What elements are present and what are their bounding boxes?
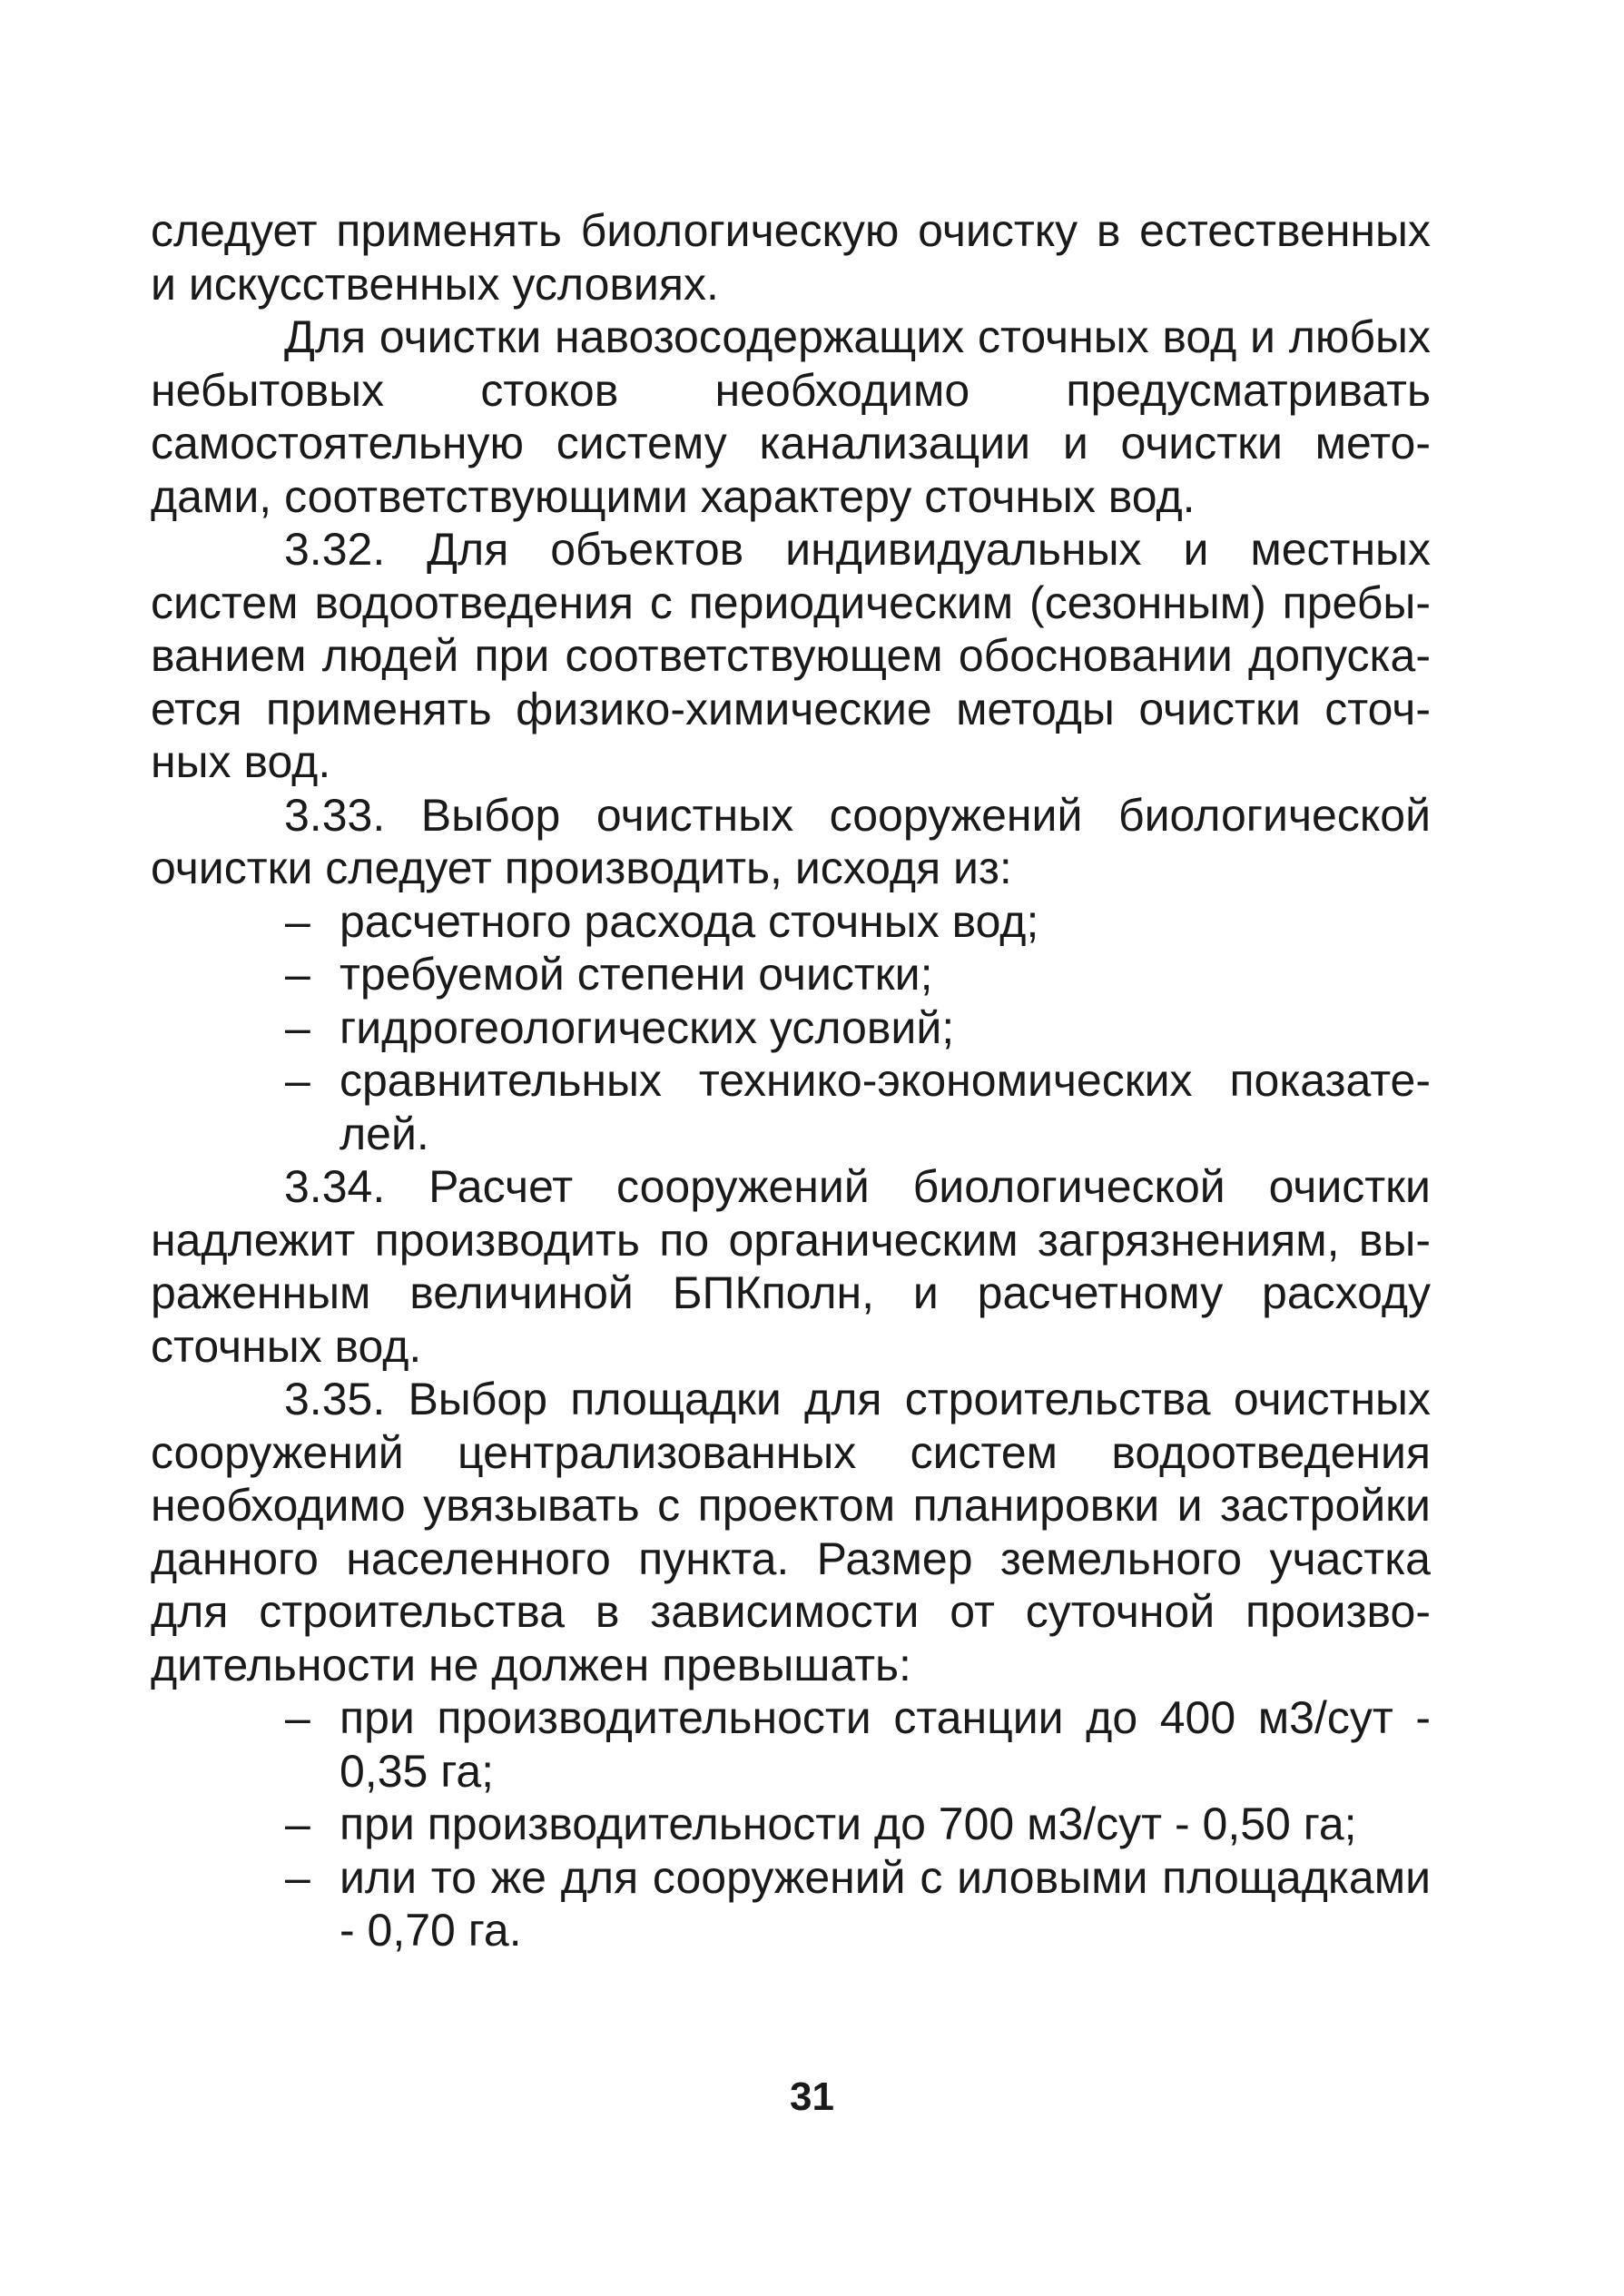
list-item <box>151 895 1431 949</box>
list-land-area-limits <box>151 1691 1431 1957</box>
paragraph-3-33: 3.33. Выбор очистных сооружений биологической очистки следует производить, исходя из: <box>151 789 1431 893</box>
list-item <box>151 1691 1431 1798</box>
list-selection-criteria <box>151 895 1431 1161</box>
list-dash: – <box>285 1001 310 1053</box>
list-item <box>151 1798 1431 1851</box>
list-dash: – <box>285 1851 310 1903</box>
list-item-text: расчетного расхода сточных вод; <box>340 895 1039 947</box>
paragraph-3-34: 3.34. Расчет сооружений биологической очистки надлежит производить по органическим загрязнениям, выраженным величиной БПКполн, и расчетному расходу сточных вод. <box>151 1161 1431 1372</box>
list-item <box>151 1054 1431 1160</box>
list-dash: – <box>285 1055 310 1106</box>
list-item-text: при производительности до 700 м3/сут - 0,50 га; <box>340 1798 1357 1849</box>
paragraph-manure-wastewater: Для очистки навозосодержащих сточных вод и любых небытовых стоков необходимо предусматривать самостоятельную систему канализации и очистки методами, соответствующими характеру сточных вод. <box>151 311 1431 522</box>
list-item-text: при производительности станции до 400 м3/сут - 0,35 га; <box>340 1692 1431 1797</box>
list-item-text: или то же для сооружений с иловыми площадками - 0,70 га. <box>340 1851 1431 1956</box>
list-item-text: требуемой степени очистки; <box>340 949 933 1000</box>
paragraph-continuation: следует применять биологическую очистку в естественных и искусственных условиях. <box>151 205 1431 310</box>
document-body <box>151 204 1431 1957</box>
list-dash: – <box>285 949 310 1000</box>
list-item-text: сравнительных технико-экономических показателей. <box>340 1055 1431 1159</box>
list-item <box>151 1001 1431 1055</box>
list-dash: – <box>285 895 310 947</box>
list-dash: – <box>285 1692 310 1743</box>
page-number: 31 <box>790 2074 834 2119</box>
paragraph-3-32: 3.32. Для объектов индивидуальных и местных систем водоотведения с периодическим (сезонным) пребыванием людей при соответствующем обосновании допускается применять физико-химические методы очистки сточных вод. <box>151 524 1431 787</box>
list-dash: – <box>285 1798 310 1849</box>
list-item <box>151 948 1431 1001</box>
paragraph-3-35: 3.35. Выбор площадки для строительства очистных сооружений централизованных систем водоотведения необходимо увязывать с проектом планировки и застройки данного населенного пункта. Размер земельного участка для строительства в зависимости от суточной производительности не должен превышать: <box>151 1374 1431 1690</box>
list-item-text: гидрогеологических условий; <box>340 1001 955 1053</box>
list-item <box>151 1851 1431 1957</box>
